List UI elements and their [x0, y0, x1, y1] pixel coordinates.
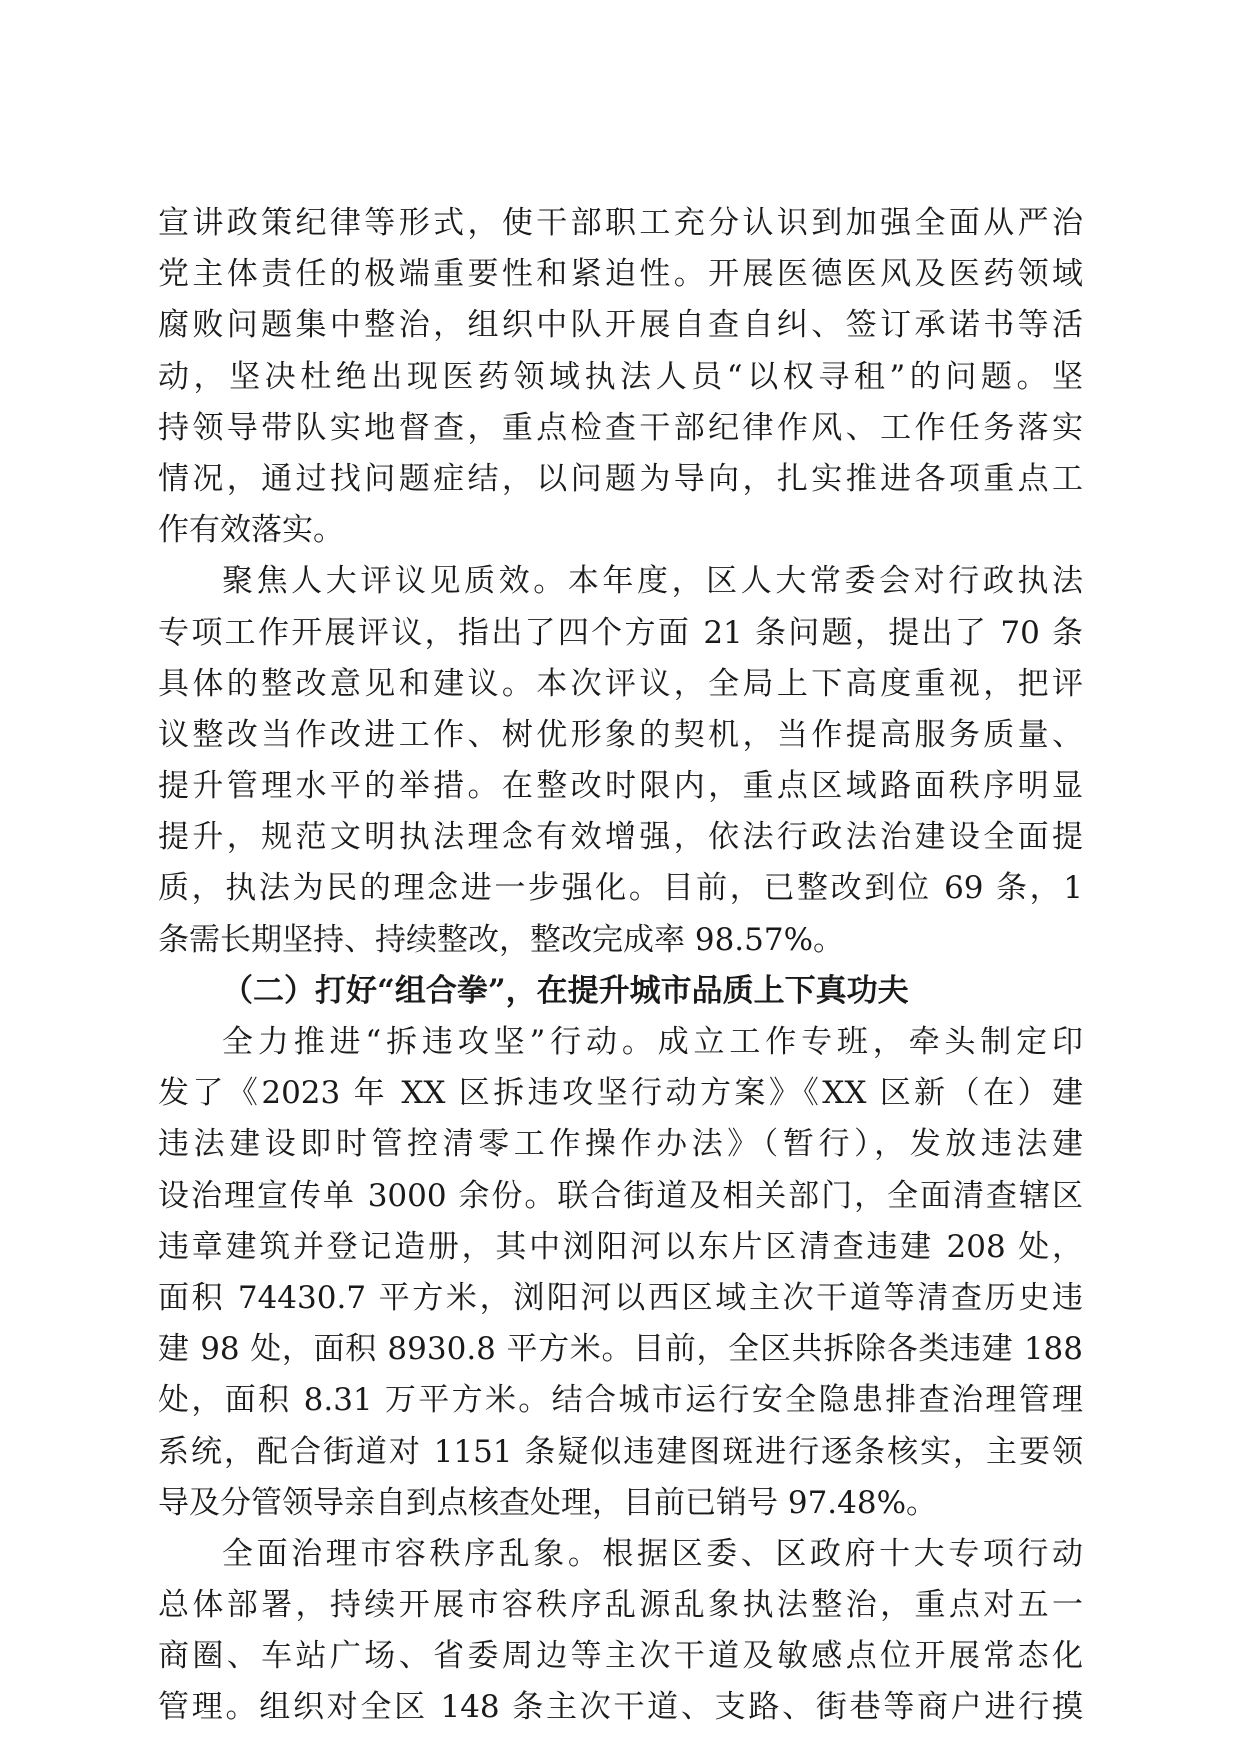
paragraph-line: 具体的整改意见和建议。本次评议，全局上下高度重视，把评	[158, 665, 1083, 702]
paragraph-first-line: 全面治理市容秩序乱象。根据区委、区政府十大专项行动	[222, 1535, 1083, 1572]
paragraph-line: 议整改当作改进工作、树优形象的契机，当作提高服务质量、	[158, 716, 1083, 753]
paragraph-first-line: 聚焦人大评议见质效。本年度，区人大常委会对行政执法	[222, 563, 1083, 600]
paragraph-line: 持领导带队实地督查，重点检查干部纪律作风、工作任务落实	[158, 409, 1083, 446]
paragraph-first-line: 全力推进“拆违攻坚”行动。成立工作专班，牵头制定印	[222, 1024, 1083, 1060]
document-body	[158, 198, 1083, 1734]
paragraph-line: 宣讲政策纪律等形式，使干部职工充分认识到加强全面从严治	[158, 205, 1083, 241]
paragraph-line: 管理。组织对全区 148 条主次干道、支路、街巷等商户进行摸	[158, 1689, 1083, 1726]
paragraph-line: 质，执法为民的理念进一步强化。目前，已整改到位 69 条，1	[158, 870, 1083, 907]
paragraph-line: 提升管理水平的举措。在整改时限内，重点区域路面秩序明显	[158, 768, 1083, 805]
paragraph-line: 导及分管领导亲自到点核查处理，目前已销号 97.48%。	[158, 1484, 938, 1521]
paragraph-line: 腐败问题集中整治，组织中队开展自查自纠、签订承诺书等活	[158, 307, 1083, 344]
paragraph-line: 总体部署，持续开展市容秩序乱源乱象执法整治，重点对五一	[158, 1587, 1083, 1624]
paragraph-line: 作有效落实。	[158, 512, 344, 549]
paragraph-line: 建 98 处，面积 8930.8 平方米。目前，全区共拆除各类违建 188	[158, 1331, 1083, 1368]
paragraph-line: 违法建设即时管控清零工作操作办法》（暂行），发放违法建	[158, 1126, 1083, 1163]
paragraph-line: 处，面积 8.31 万平方米。结合城市运行安全隐患排查治理管理	[158, 1382, 1083, 1419]
paragraph-line: 系统，配合街道对 1151 条疑似违建图斑进行逐条核实，主要领	[158, 1433, 1083, 1470]
paragraph-line: 设治理宣传单 3000 余份。联合街道及相关部门，全面清查辖区	[158, 1177, 1083, 1214]
paragraph-line: 提升，规范文明执法理念有效增强，依法行政法治建设全面提	[158, 819, 1083, 856]
paragraph-line: 面积 74430.7 平方米，浏阳河以西区域主次干道等清查历史违	[158, 1279, 1083, 1316]
paragraph-line: 动，坚决杜绝出现医药领域执法人员“以权寻租”的问题。坚	[158, 358, 1083, 395]
paragraph-line: 发了《2023 年 XX 区拆违攻坚行动方案》《XX 区新（在）建	[158, 1075, 1083, 1112]
paragraph-line: 专项工作开展评议，指出了四个方面 21 条问题，提出了 70 条	[158, 614, 1083, 651]
paragraph-line: 情况，通过找问题症结，以问题为导向，扎实推进各项重点工	[158, 460, 1083, 497]
section-heading: （二）打好“组合拳”，在提升城市品质上下真功夫	[222, 972, 909, 1009]
paragraph-line: 条需长期坚持、持续整改，整改完成率 98.57%。	[158, 921, 845, 958]
paragraph-line: 党主体责任的极端重要性和紧迫性。开展医德医风及医药领域	[158, 256, 1083, 293]
paragraph-line: 商圈、车站广场、省委周边等主次干道及敏感点位开展常态化	[158, 1638, 1083, 1675]
paragraph-line: 违章建筑并登记造册，其中浏阳河以东片区清查违建 208 处，	[158, 1228, 1083, 1265]
